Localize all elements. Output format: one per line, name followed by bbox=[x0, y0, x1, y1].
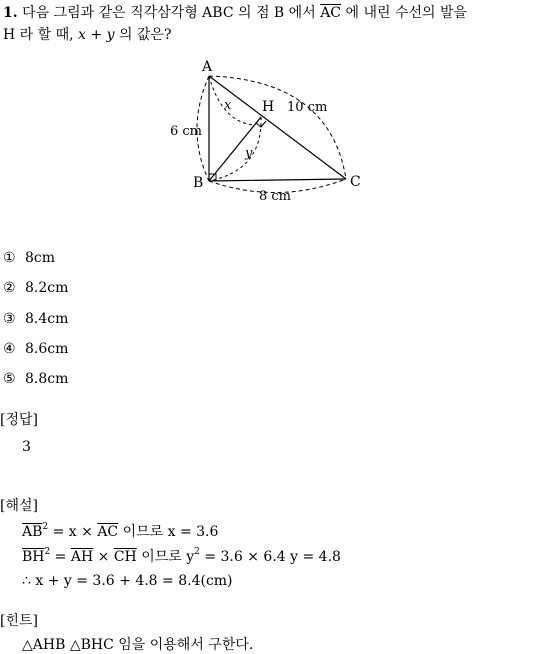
exp-line1-b: = x × bbox=[48, 524, 98, 540]
choice-5[interactable] bbox=[3, 370, 68, 388]
question-text-1-tail: 에 내린 수선의 발을 bbox=[345, 5, 468, 21]
exp-line2-g: = 3.6 × 6.4 y = 4.8 bbox=[199, 549, 341, 565]
explanation-line-3: ∴ x + y = 3.6 + 4.8 = 8.4(cm) bbox=[22, 573, 233, 589]
exp-line2-b: = bbox=[50, 549, 71, 565]
segment-ab: $\overline{AB}$ bbox=[22, 524, 43, 540]
choice-4-mark: ④ bbox=[3, 341, 16, 357]
exp-line2-d: × bbox=[93, 549, 114, 565]
exp-line1-d: 이므로 x = 3.6 bbox=[118, 524, 219, 540]
explanation-heading: [해설] bbox=[0, 498, 38, 514]
choice-1[interactable] bbox=[3, 249, 55, 267]
label-y: y bbox=[245, 146, 253, 161]
label-bc-length: 8 cm bbox=[259, 189, 292, 204]
choice-5-text: 8.8cm bbox=[25, 371, 69, 387]
label-x: x bbox=[224, 98, 232, 113]
side-ac bbox=[209, 76, 346, 179]
triangle-diagram bbox=[160, 55, 375, 205]
hint-text: △AHB △BHC 임을 이용해서 구한다. bbox=[22, 637, 254, 653]
label-ac-length: 10 cm bbox=[287, 100, 328, 115]
choice-1-mark: ① bbox=[3, 250, 16, 266]
label-c: C bbox=[350, 174, 361, 190]
hint-heading: [힌트] bbox=[0, 613, 38, 629]
exp-sup-3: 2 bbox=[194, 547, 200, 557]
segment-ac: $\overline{AC}$ bbox=[320, 5, 342, 21]
choice-4-text: 8.6cm bbox=[25, 341, 69, 357]
explanation-line-1 bbox=[22, 523, 218, 541]
question-text-2: H 라 할 때, bbox=[3, 27, 74, 43]
label-b: B bbox=[193, 175, 204, 191]
segment-ah: $\overline{AH}$ bbox=[70, 549, 94, 565]
question-text-1: 다음 그림과 같은 직각삼각형 ABC 의 점 B 에서 bbox=[22, 5, 316, 21]
label-h: H bbox=[262, 99, 275, 115]
segment-ac-2: $\overline{AC}$ bbox=[97, 524, 119, 540]
exp-sup-2: 2 bbox=[44, 547, 51, 557]
explanation-line-2 bbox=[22, 548, 341, 566]
segment-bh: $\overline{BH}$ bbox=[22, 549, 45, 565]
triangle-figure bbox=[160, 55, 375, 205]
question-text-2-tail: 의 값은? bbox=[118, 27, 172, 43]
choice-3-mark: ③ bbox=[3, 311, 16, 327]
choice-2[interactable] bbox=[3, 279, 68, 297]
question-number: 1. bbox=[3, 5, 18, 21]
altitude-bh bbox=[209, 117, 261, 181]
choice-4[interactable] bbox=[3, 340, 68, 358]
segment-ch: $\overline{CH}$ bbox=[113, 549, 137, 565]
choice-3-text: 8.4cm bbox=[25, 311, 69, 327]
label-ab-length: 6 cm bbox=[170, 124, 203, 139]
arc-ah bbox=[209, 76, 255, 125]
answer-value: 3 bbox=[22, 439, 31, 455]
choice-1-text: 8cm bbox=[25, 250, 56, 266]
choice-5-mark: ⑤ bbox=[3, 371, 16, 387]
question-line-2 bbox=[3, 25, 171, 45]
question-expression: x + y bbox=[78, 27, 115, 43]
exp-sup-1: 2 bbox=[42, 522, 49, 532]
label-a: A bbox=[202, 59, 213, 75]
side-bc bbox=[209, 179, 346, 181]
answer-heading: [정답] bbox=[0, 412, 38, 428]
choice-2-text: 8.2cm bbox=[25, 280, 69, 296]
question-line-1 bbox=[3, 3, 467, 23]
exp-line2-f: 이므로 y bbox=[136, 549, 195, 565]
choice-3[interactable] bbox=[3, 310, 68, 328]
choice-2-mark: ② bbox=[3, 280, 16, 296]
